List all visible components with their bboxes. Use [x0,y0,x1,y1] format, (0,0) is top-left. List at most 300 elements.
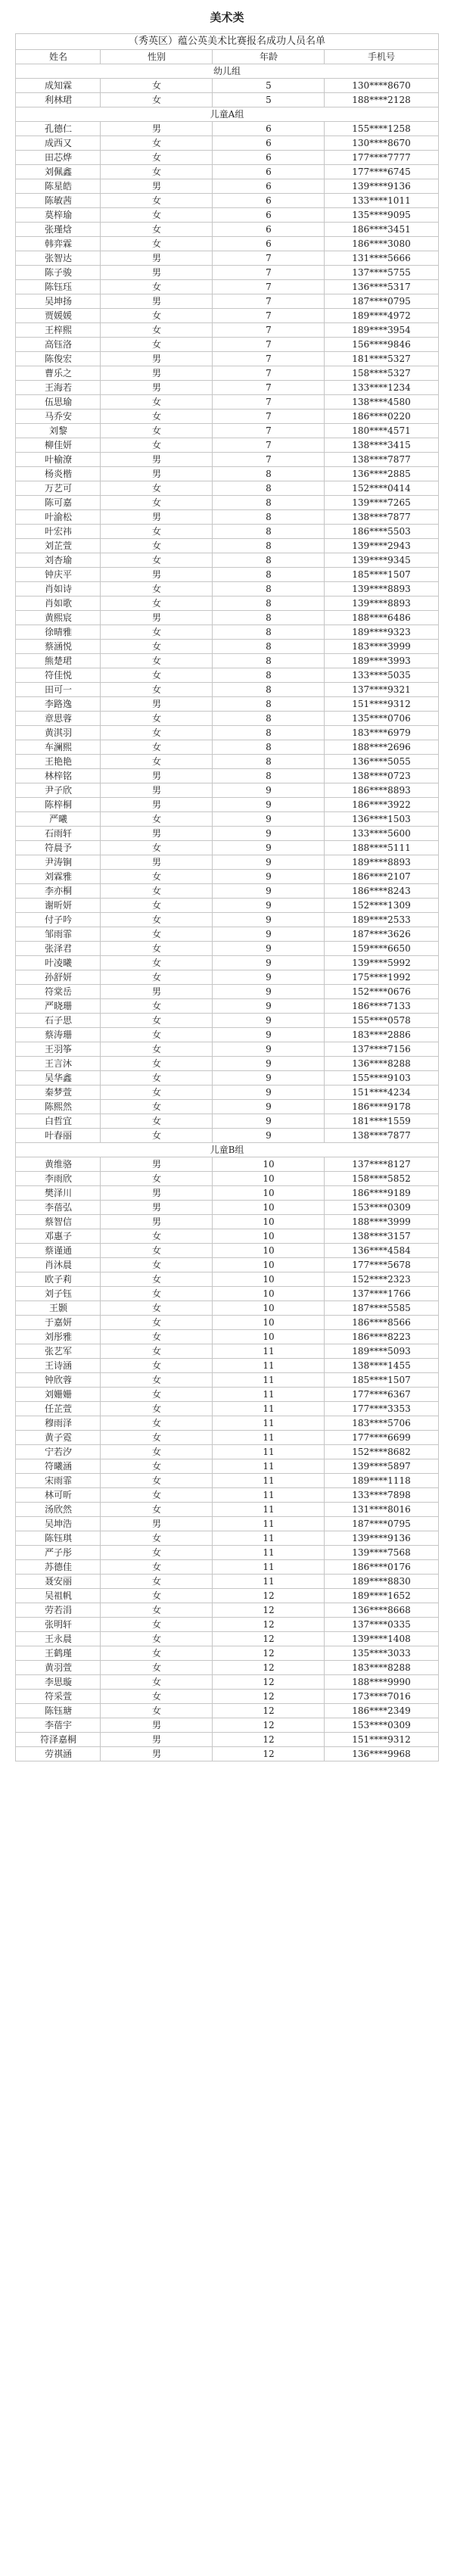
cell-age: 12 [213,1675,325,1690]
cell-phone: 152****2323 [325,1272,438,1287]
table-row [16,827,438,841]
cell-name: 于嘉妍 [16,1316,101,1330]
cell-gender: 男 [101,985,213,999]
table-row [16,1402,438,1416]
cell-gender: 男 [101,294,213,309]
cell-gender: 女 [101,93,213,107]
table-row [16,625,438,640]
cell-name: 石雨轩 [16,827,101,841]
table-row [16,568,438,582]
cell-name: 蔡智信 [16,1215,101,1229]
cell-gender: 男 [101,855,213,870]
cell-name: 张瑾焓 [16,223,101,237]
cell-gender: 女 [101,151,213,165]
table-row [16,251,438,266]
cell-phone: 187****3626 [325,927,438,942]
cell-phone: 139****7568 [325,1546,438,1560]
table-row [16,683,438,697]
cell-name: 柳佳妍 [16,438,101,453]
cell-age: 11 [213,1388,325,1402]
cell-age: 12 [213,1618,325,1632]
table-row [16,769,438,783]
cell-name: 白哲宜 [16,1114,101,1129]
cell-phone: 159****6650 [325,942,438,956]
cell-age: 9 [213,1057,325,1071]
cell-phone: 189****1118 [325,1474,438,1488]
cell-phone: 189****3954 [325,323,438,338]
table-row [16,1733,438,1747]
cell-age: 12 [213,1704,325,1718]
table-row [16,223,438,237]
cell-phone: 135****0706 [325,712,438,726]
cell-age: 11 [213,1459,325,1474]
cell-gender: 女 [101,1704,213,1718]
table-row [16,970,438,985]
cell-name: 王永晨 [16,1632,101,1646]
cell-phone: 152****0414 [325,481,438,496]
cell-phone: 186****3451 [325,223,438,237]
cell-age: 12 [213,1733,325,1747]
cell-gender: 女 [101,1646,213,1661]
cell-phone: 177****7777 [325,151,438,165]
cell-age: 8 [213,481,325,496]
table-row [16,1215,438,1229]
cell-gender: 女 [101,899,213,913]
table-row [16,1546,438,1560]
cell-name: 万艺可 [16,481,101,496]
cell-name: 利林珺 [16,93,101,107]
cell-age: 11 [213,1402,325,1416]
cell-phone: 187****0795 [325,294,438,309]
cell-phone: 156****9846 [325,338,438,352]
cell-name: 车澜熙 [16,740,101,755]
cell-phone: 183****8288 [325,1661,438,1675]
table-row [16,927,438,942]
table-row [16,1028,438,1042]
cell-phone: 186****9178 [325,1100,438,1114]
cell-phone: 136****5055 [325,755,438,769]
cell-gender: 女 [101,1014,213,1028]
cell-age: 10 [213,1229,325,1244]
cell-gender: 女 [101,525,213,539]
table-row [16,1718,438,1733]
cell-gender: 男 [101,381,213,395]
cell-gender: 女 [101,1344,213,1359]
cell-name: 蔡涵悦 [16,640,101,654]
cell-gender: 女 [101,1316,213,1330]
cell-age: 9 [213,927,325,942]
cell-phone: 137****8127 [325,1157,438,1172]
cell-age: 11 [213,1416,325,1431]
cell-name: 王颢 [16,1301,101,1316]
cell-age: 9 [213,942,325,956]
cell-gender: 女 [101,280,213,294]
cell-name: 熊楚珺 [16,654,101,668]
cell-name: 刘子钰 [16,1287,101,1301]
cell-gender: 女 [101,1042,213,1057]
cell-phone: 138****7877 [325,1129,438,1143]
cell-gender: 女 [101,496,213,510]
cell-phone: 189****8893 [325,855,438,870]
cell-phone: 177****6699 [325,1431,438,1445]
cell-name: 宋雨霏 [16,1474,101,1488]
cell-gender: 女 [101,1560,213,1575]
cell-age: 11 [213,1344,325,1359]
cell-age: 7 [213,381,325,395]
table-row [16,1129,438,1143]
cell-name: 高钰洛 [16,338,101,352]
table-row [16,1474,438,1488]
page-heading: 美术类 [210,11,244,24]
cell-name: 王鹤瑾 [16,1646,101,1661]
cell-name: 穆雨泽 [16,1416,101,1431]
cell-age: 11 [213,1373,325,1388]
table-row [16,1416,438,1431]
table-row [16,855,438,870]
table-row [16,654,438,668]
cell-age: 8 [213,654,325,668]
cell-gender: 女 [101,1445,213,1459]
cell-phone: 189****8830 [325,1575,438,1589]
cell-phone: 183****2886 [325,1028,438,1042]
cell-gender: 女 [101,1459,213,1474]
cell-name: 黄维骆 [16,1157,101,1172]
cell-phone: 138****1455 [325,1359,438,1373]
cell-age: 9 [213,783,325,798]
cell-age: 9 [213,1100,325,1114]
cell-age: 8 [213,712,325,726]
cell-age: 6 [213,223,325,237]
cell-phone: 136****5317 [325,280,438,294]
cell-gender: 女 [101,438,213,453]
table-row [16,1445,438,1459]
cell-phone: 152****1309 [325,899,438,913]
cell-phone: 136****4584 [325,1244,438,1258]
cell-phone: 186****8566 [325,1316,438,1330]
cell-gender: 男 [101,1733,213,1747]
cell-name: 陈钰琪 [16,1531,101,1546]
cell-phone: 138****0723 [325,769,438,783]
cell-gender: 女 [101,683,213,697]
cell-age: 7 [213,438,325,453]
cell-gender: 女 [101,870,213,884]
cell-gender: 女 [101,812,213,827]
cell-age: 8 [213,582,325,596]
cell-phone: 139****5992 [325,956,438,970]
cell-gender: 女 [101,1488,213,1503]
cell-gender: 女 [101,208,213,223]
cell-gender: 男 [101,266,213,280]
table-row [16,755,438,769]
cell-phone: 185****1507 [325,568,438,582]
table-row [16,1431,438,1445]
cell-age: 8 [213,596,325,611]
cell-gender: 女 [101,1474,213,1488]
cell-age: 9 [213,956,325,970]
cell-phone: 133****1234 [325,381,438,395]
cell-gender: 女 [101,1258,213,1272]
cell-gender: 女 [101,136,213,151]
table-row [16,323,438,338]
cell-phone: 188****2128 [325,93,438,107]
cell-gender: 女 [101,1431,213,1445]
cell-phone: 188****6486 [325,611,438,625]
cell-gender: 女 [101,1589,213,1603]
column-header-name: 姓名 [16,50,101,64]
cell-gender: 女 [101,338,213,352]
cell-gender: 女 [101,1057,213,1071]
table-row [16,424,438,438]
roster-body [16,34,438,1761]
cell-age: 8 [213,510,325,525]
cell-gender: 女 [101,1172,213,1186]
table-row [16,1344,438,1359]
table-row [16,395,438,410]
cell-phone: 177****3353 [325,1402,438,1416]
table-row [16,1071,438,1086]
table-row [16,812,438,827]
cell-name: 李亦桐 [16,884,101,899]
table-row [16,1632,438,1646]
cell-gender: 女 [101,640,213,654]
cell-name: 田可一 [16,683,101,697]
cell-phone: 139****8893 [325,596,438,611]
cell-age: 6 [213,208,325,223]
cell-phone: 131****5666 [325,251,438,266]
cell-gender: 男 [101,798,213,812]
cell-name: 刘姗姗 [16,1388,101,1402]
cell-age: 11 [213,1560,325,1575]
cell-phone: 139****9136 [325,179,438,194]
cell-phone: 183****6979 [325,726,438,740]
cell-age: 8 [213,683,325,697]
cell-age: 5 [213,93,325,107]
cell-gender: 女 [101,1114,213,1129]
cell-gender: 女 [101,1690,213,1704]
cell-name: 张艺军 [16,1344,101,1359]
cell-name: 严子彤 [16,1546,101,1560]
cell-name: 王诗涵 [16,1359,101,1373]
cell-name: 肖沐晨 [16,1258,101,1272]
cell-name: 张智达 [16,251,101,266]
cell-phone: 151****9312 [325,1733,438,1747]
table-row [16,726,438,740]
cell-age: 6 [213,136,325,151]
cell-age: 10 [213,1258,325,1272]
table-row [16,1014,438,1028]
cell-name: 孙舒妍 [16,970,101,985]
cell-gender: 男 [101,1215,213,1229]
cell-gender: 男 [101,179,213,194]
cell-name: 李蓓弘 [16,1201,101,1215]
table-row [16,266,438,280]
cell-name: 钟欣蓉 [16,1373,101,1388]
cell-phone: 135****9095 [325,208,438,223]
cell-name: 叶凌曦 [16,956,101,970]
cell-age: 8 [213,668,325,683]
cell-phone: 173****7016 [325,1690,438,1704]
cell-gender: 男 [101,1157,213,1172]
cell-phone: 189****4972 [325,309,438,323]
group-row [16,107,438,122]
cell-gender: 女 [101,1129,213,1143]
cell-name: 莫梓瑜 [16,208,101,223]
cell-gender: 女 [101,1416,213,1431]
cell-phone: 130****8670 [325,136,438,151]
cell-gender: 女 [101,1575,213,1589]
cell-gender: 男 [101,827,213,841]
cell-name: 聂安丽 [16,1575,101,1589]
cell-phone: 152****8682 [325,1445,438,1459]
cell-age: 12 [213,1603,325,1618]
cell-phone: 183****3999 [325,640,438,654]
cell-age: 7 [213,453,325,467]
cell-gender: 男 [101,510,213,525]
cell-age: 9 [213,1014,325,1028]
cell-name: 林可昕 [16,1488,101,1503]
cell-gender: 女 [101,1373,213,1388]
cell-phone: 186****8893 [325,783,438,798]
cell-name: 陈钰珏 [16,280,101,294]
table-row [16,1531,438,1546]
cell-gender: 女 [101,712,213,726]
cell-phone: 189****2533 [325,913,438,927]
cell-age: 7 [213,338,325,352]
cell-phone: 189****9323 [325,625,438,640]
cell-age: 9 [213,841,325,855]
cell-name: 严曦 [16,812,101,827]
table-row [16,899,438,913]
cell-age: 9 [213,870,325,884]
cell-phone: 155****0578 [325,1014,438,1028]
cell-phone: 133****7898 [325,1488,438,1503]
table-row [16,1229,438,1244]
table-row [16,208,438,223]
table-row [16,1086,438,1100]
cell-age: 8 [213,467,325,481]
cell-name: 严晓珊 [16,999,101,1014]
table-row [16,1114,438,1129]
table-row [16,1560,438,1575]
cell-phone: 139****9136 [325,1531,438,1546]
cell-name: 李思璇 [16,1675,101,1690]
cell-age: 11 [213,1445,325,1459]
table-row [16,539,438,553]
cell-age: 9 [213,1071,325,1086]
cell-age: 12 [213,1690,325,1704]
cell-gender: 女 [101,1287,213,1301]
cell-name: 成知霖 [16,79,101,93]
cell-age: 11 [213,1488,325,1503]
table-row [16,1272,438,1287]
cell-name: 陈俊宏 [16,352,101,366]
table-row [16,640,438,654]
table-row [16,467,438,481]
cell-age: 9 [213,999,325,1014]
cell-name: 叶宏祎 [16,525,101,539]
cell-gender: 女 [101,1546,213,1560]
cell-phone: 189****1652 [325,1589,438,1603]
cell-gender: 女 [101,625,213,640]
cell-age: 7 [213,366,325,381]
cell-phone: 186****2349 [325,1704,438,1718]
table-row [16,913,438,927]
cell-phone: 139****9345 [325,553,438,568]
table-row [16,352,438,366]
table-row [16,136,438,151]
table-row [16,884,438,899]
table-row [16,1517,438,1531]
cell-phone: 151****9312 [325,697,438,712]
cell-phone: 151****4234 [325,1086,438,1100]
cell-name: 陈熙然 [16,1100,101,1114]
cell-name: 曹乐之 [16,366,101,381]
cell-phone: 186****8223 [325,1330,438,1344]
table-row [16,1201,438,1215]
cell-age: 12 [213,1661,325,1675]
cell-age: 11 [213,1431,325,1445]
cell-gender: 女 [101,323,213,338]
table-row [16,1603,438,1618]
cell-phone: 131****8016 [325,1503,438,1517]
table-row [16,194,438,208]
cell-age: 9 [213,985,325,999]
cell-age: 7 [213,323,325,338]
cell-gender: 女 [101,668,213,683]
table-row [16,697,438,712]
cell-age: 10 [213,1316,325,1330]
cell-age: 9 [213,798,325,812]
cell-age: 8 [213,625,325,640]
cell-gender: 女 [101,1100,213,1114]
cell-gender: 女 [101,1301,213,1316]
cell-gender: 女 [101,582,213,596]
cell-name: 尹涛锏 [16,855,101,870]
cell-age: 10 [213,1172,325,1186]
cell-name: 张明轩 [16,1618,101,1632]
cell-name: 符泽嘉桐 [16,1733,101,1747]
cell-phone: 133****5600 [325,827,438,841]
cell-age: 6 [213,151,325,165]
cell-gender: 女 [101,970,213,985]
table-row [16,956,438,970]
cell-age: 9 [213,1129,325,1143]
table-row [16,309,438,323]
table-row [16,280,438,294]
cell-gender: 男 [101,783,213,798]
cell-name: 叶渝松 [16,510,101,525]
cell-age: 7 [213,266,325,280]
cell-name: 邓惠子 [16,1229,101,1244]
cell-gender: 女 [101,1402,213,1416]
group-row [16,64,438,79]
cell-age: 7 [213,395,325,410]
cell-age: 9 [213,1042,325,1057]
table-row [16,712,438,726]
table-row [16,1618,438,1632]
cell-phone: 130****8670 [325,79,438,93]
cell-gender: 女 [101,596,213,611]
cell-age: 11 [213,1503,325,1517]
cell-age: 6 [213,122,325,136]
table-row [16,870,438,884]
table-row [16,1057,438,1071]
cell-phone: 136****1503 [325,812,438,827]
cell-age: 9 [213,970,325,985]
group-title: 儿童A组 [16,107,438,122]
cell-gender: 女 [101,1388,213,1402]
table-row [16,582,438,596]
